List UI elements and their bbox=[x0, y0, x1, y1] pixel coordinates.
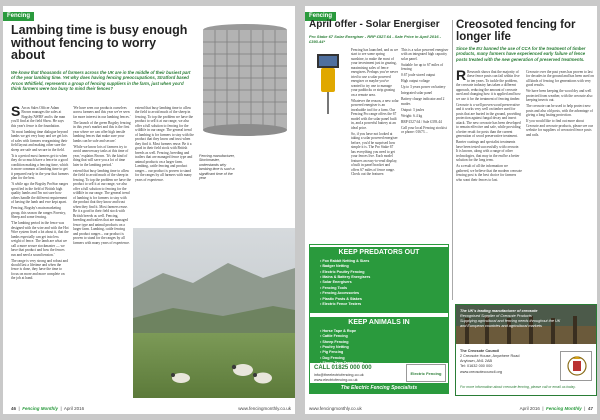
feature-item: RRP £527.64 / Sale £393.44 bbox=[401, 119, 442, 124]
magazine-name: Fencing Monthly bbox=[546, 406, 582, 411]
offer-subtitle: Pro Stake 67 Solar Energiser - RRP £527.64 - Sale Price in April 2016 - £393.44* bbox=[309, 34, 441, 44]
magazine-name: Fencing Monthly bbox=[22, 406, 58, 411]
ad-keep-predators-band bbox=[310, 247, 448, 313]
feature-item: Suitable for up to 67 miles of fencing bbox=[401, 62, 444, 72]
left-page bbox=[3, 6, 295, 414]
ad-list-item: • Sheep Tape Tensioners bbox=[320, 361, 363, 366]
creosote-council-advert[interactable] bbox=[455, 304, 597, 396]
electric-fencing-advert[interactable] bbox=[309, 244, 449, 394]
creosote-banner-text bbox=[460, 309, 594, 329]
creosote-banner-line: and European countries and agricultural markets bbox=[460, 323, 542, 328]
standfirst: We know that thousands of farmers across the UK are in the middle of their busiest part of the year lambing time. Yet why does having fencing preoccupations, Stratford based Arcos Whitfield, represents a group of fencing suppliers in the farm, just when you'd think farmers were too busy to mind their fences? bbox=[11, 70, 191, 92]
ad-list-item: • Poultry Netting bbox=[320, 345, 363, 350]
paragraph: Call your local Fencing stockist or phone: 01673 ... bbox=[401, 125, 447, 135]
paragraph: We have been keeping the wood dry and well protected from weather, with the creosote also keeping insects out. bbox=[526, 89, 593, 103]
drop-cap: R bbox=[456, 70, 467, 83]
body-column-1 bbox=[11, 106, 69, 396]
fence-roll-image bbox=[197, 20, 293, 140]
paragraph: Creosote is a well proven wood preservative and it works very well on timber used for posts that are buried in the ground, providing protection against fungal decay and insect attack. The new creosote has been developed to remain effective and safe, while providing a better result for posts than the current generation of wood preservative treatment. bbox=[456, 102, 521, 139]
paragraph: So, if you have not looked at taking a solar powered energiser before, you'd be surprised how simple it is. The Pro Stake 67 has everything you need to get your fences live. Each model features an easy-to-read display, a built in panel bracket and offers 67 miles of fence range. Check out the features: bbox=[351, 131, 398, 177]
ad-list-item: • Fencing Accessories bbox=[320, 291, 370, 296]
ad-list bbox=[320, 259, 370, 307]
ad-website[interactable]: www.electricfencing.co.uk bbox=[314, 378, 358, 382]
paragraph: If you would like to find out more about Creosote and creosote products, please see our website for suppliers of creosoted fence posts and rails. bbox=[526, 119, 593, 137]
energiser-illustration bbox=[309, 48, 349, 118]
creosote-banner-line: The UK's leading manufacturer of creosote bbox=[460, 309, 538, 313]
creosote-contact bbox=[460, 349, 550, 375]
paragraph: Barrier coatings and specialist treatments have been tested successfully with creosote. It is known, along with a range of other technologies, that may in the end be a better solution for the long term. bbox=[456, 140, 520, 163]
paragraph: 'A while ago the Bogsby ProStar ranges specified in the field of British high quality lambs and I'm not sure how others handle the different requirement of having the lamb and ewe kept apart. bbox=[11, 182, 69, 205]
ad-list-item: • Horse Tape & Rope bbox=[320, 329, 363, 334]
creosote-banner-line: Recognised Supplier of Creosote Products bbox=[460, 313, 532, 318]
paragraph: 'The lambing period in the fence was designed with the wire and with the Hot Wire system fixed a lot about it, that the lambs especially can get into less weight of fence. The lamb are what we call a more secure stockmaster — we have that product and how the fences run and need a sound tension.' bbox=[11, 221, 69, 257]
page-footer: 46 | Fencing Monthly | April 2016 www.fencingmonthly.co.uk bbox=[11, 406, 291, 411]
issue-date: April 2016 bbox=[63, 406, 85, 411]
page-number: 47 bbox=[587, 406, 593, 411]
ad-heading: KEEP ANIMALS IN bbox=[348, 319, 410, 326]
paragraph: extend that busy lambing time to allow the field to avoid much of the sheep in fencing. To top the problem we have the product to sell it at our range, we also offer a full solution to fencing for the wildlife in our range. The general trend of lambing is for farmers to stay with the product that they know and trust when they find it. Most farmers reuse. Be it a good in their field stock with British breeds as well. Fencing, breeding and trailers that are managed fence type and animal products on a larger farm. Lambing, cattle fencing and product ranges – our product is proven to stand for the ranges by all farmers with many years of experience. bbox=[73, 168, 131, 245]
ad-list bbox=[320, 329, 363, 367]
article-title: Lambing time is busy enough without fencing to worry about bbox=[11, 23, 188, 62]
ad-logo-text: Electric Fencing bbox=[410, 371, 442, 376]
section-tab: Fencing bbox=[3, 12, 34, 21]
ad-list-item: • Mains & Battery Energisers bbox=[320, 275, 370, 280]
section-tab: Fencing bbox=[305, 12, 336, 21]
offer-features-column bbox=[401, 48, 449, 238]
creosote-title: Creosoted fencing for longer life bbox=[456, 19, 576, 43]
ad-list-item: • Electric Fence Testers bbox=[320, 302, 370, 307]
feature-item: Integrated solar panel bbox=[401, 91, 433, 96]
ad-list-item: • Electric Poultry Fencing bbox=[320, 270, 370, 275]
footer-url[interactable]: www.fencingmonthly.co.uk bbox=[238, 406, 291, 411]
paragraph: 'At most lambing time dialogue beyond lambs we get very busy and we get lots of sales with farmers reorganising their field layout and making other sure the sheep are safe and secure in the field. bbox=[11, 129, 68, 152]
feature-item: Up to 3 years power on battery bbox=[401, 85, 446, 90]
creosote-banner-line: Supplying agricultural and fencing needs throughout the UK bbox=[460, 318, 561, 323]
contact-line[interactable]: www.creosotecouncil.org bbox=[460, 369, 502, 374]
issue-date: April 2016 bbox=[519, 406, 540, 411]
footer-url[interactable]: www.fencingmonthly.co.uk bbox=[309, 406, 362, 411]
ad-logo bbox=[406, 364, 446, 382]
paragraph: Arcos Sales Officer Adam Brown manages the sales at Bogsby/AWRF and is the man you'll find at the field Show. He says this year's fence is the foundation. bbox=[11, 106, 66, 128]
feature-item: Output: 3 joules bbox=[401, 107, 425, 112]
feature-item: Weight: 6.4 kg bbox=[401, 113, 423, 118]
ad-phone[interactable]: CALL 01825 000 000 bbox=[314, 365, 372, 371]
paragraph: Fencing, Bogsby's main marketing group, this season the ranges Forestry, Sheep and some fencing. bbox=[11, 206, 66, 220]
page-number: 46 bbox=[11, 406, 17, 411]
ad-list-item: • Sheep Fencing bbox=[320, 340, 363, 345]
sheep-field-illustration bbox=[133, 228, 295, 398]
royal-crest-logo bbox=[560, 351, 592, 381]
fence-roll-illustration bbox=[197, 20, 293, 140]
body-column-3 bbox=[135, 106, 195, 226]
page-footer: www.fencingmonthly.co.uk April 2016 | Fencing Monthly | 47 bbox=[309, 406, 593, 411]
solar-energiser-image bbox=[309, 48, 349, 118]
ad-heading: KEEP PREDATORS OUT bbox=[338, 249, 420, 256]
paragraph: extend that busy lambing time to allow the field to avoid much of the sheep in fencing. To top the problem we have the product to sell it at our range, we also offer a full solution to fencing for the wildlife in our range. The general trend of lambing is for farmers to stay with the product that they know and trust when they find it. Most farmers reuse. Be it a good in their field stock with British breeds as well. Fencing, breeding and trailers that are managed fence type and animal products on a larger farm. Lambing, cattle fencing and product ranges – our product is proven to stand for the ranges by all farmers with many years of experience. bbox=[135, 106, 194, 182]
contact-line: 2 Creosote House, Anywhere Road bbox=[460, 354, 520, 359]
paragraph: Research shows that the majority of these fence posts can fail within five to ten years. To tackle the problem, the creosote industry has taken a different approach, reducing the amount of creosote used and changing how it is applied and how we use it for the treatment of fencing timber. bbox=[456, 70, 521, 101]
creosote-column-2 bbox=[526, 70, 594, 302]
feature-item: 0.67 joule stored output bbox=[401, 73, 436, 78]
paragraph: 'We have seen our products ourselves across farmers and this year we've seen far more interest in our lambing fences.' bbox=[73, 106, 131, 119]
ad-list-item: • Badger Netting bbox=[320, 264, 370, 269]
paragraph: Whatever the reason, a new solar powered energiser is an invaluable tool for a farm. Our Fencing Pro range offers the 67 model with the solar panel built in, and a powerful battery at an ideal price. bbox=[351, 98, 399, 130]
ad-email[interactable]: info@theelectricfencing.co.uk bbox=[314, 373, 364, 377]
paragraph: 'While we know lots of farmers try to avoid unnecessary tasks at this time of year,' explains Brown. 'It's the kind of thing that will save you a lot of time later in the lambing period.' bbox=[73, 144, 129, 167]
paragraph: The creosote can be used to help protect new posts and also old posts, with the advantage of giving a long lasting protection. bbox=[526, 104, 593, 118]
paragraph: The range is very strong and robust and should last a lifetime and when the fence is done, they have the time to focus on more and more complete on the job at hand. bbox=[11, 258, 68, 281]
right-page bbox=[305, 6, 597, 414]
ad-list-item: • Cattle Fencing bbox=[320, 334, 363, 339]
offer-title: April offer - Solar Energiser bbox=[309, 19, 440, 30]
ad-list-item: • Fox Rabbit Netting & Sizes bbox=[320, 259, 370, 264]
creosote-tagline: For more information about creosote fencing, please call or email us today. bbox=[460, 385, 576, 389]
feature-item: Battery charge indicator and 2 modes bbox=[401, 97, 445, 106]
paragraph: Creosote over the past years has proven to last for decades in the ground and has been used on all kinds of fencing for generations with very good results. bbox=[526, 70, 594, 88]
contact-line: Anytown, AN1 2AB bbox=[460, 359, 493, 364]
paragraph: 'It is a period most farmers get to when they do so much have a fence in a good condition making a fencing time, which is more common at lambing time to get it prepared early in the year that farmers plan for the best. bbox=[11, 153, 69, 181]
drop-cap: S bbox=[11, 106, 21, 119]
sheep-field-photo bbox=[133, 228, 295, 398]
ad-list-item: • Fencing Tools bbox=[320, 286, 370, 291]
offer-body bbox=[351, 48, 399, 208]
contact-line: The Creosote Council bbox=[460, 349, 500, 353]
ad-tagline: The Electric Fencing Specialists bbox=[310, 383, 448, 393]
creosote-column-1 bbox=[456, 70, 522, 302]
paragraph: Fencing has launched, and as we start to see some spring sunshine, to make the most of your investment just in grazing, maximising sales of fence energisers. Perhaps you've never tried to use a solar powered energiser or maybe you've wanted to try one to manage your paddocks or strip grazing on a remote area. bbox=[351, 48, 399, 97]
ad-list-item: • Plastic Posts & Stakes bbox=[320, 297, 370, 302]
crest-icon bbox=[561, 352, 593, 382]
photo-caption: Fencing manufacturer, Stockmaster, understands why lambing time is such a significant time of the year bbox=[199, 154, 235, 181]
paragraph: This is a solar powered energiser with an integrated high capacity solar panel. bbox=[401, 48, 449, 61]
body-column-2 bbox=[73, 106, 131, 306]
paragraph: The launch of the green Bogsby fencing in this year's market and this is the first year where we can offer high tensile lambing fences that make sure your lambs can be safe and secure.' bbox=[73, 120, 131, 143]
ad-list-item: • Solar Energisers bbox=[320, 280, 370, 285]
column-divider bbox=[452, 20, 453, 300]
ad-list-item: • Pig Fencing bbox=[320, 350, 363, 355]
ad-list-item: • Dog Fencing bbox=[320, 356, 363, 361]
feature-item: High output voltage bbox=[401, 79, 430, 84]
paragraph: As a result of all the information we gathered, we believe that the modern creosote fencing post is the best choice for farmers who want their fences to last. bbox=[456, 164, 522, 182]
ad-keep-animals-band bbox=[310, 317, 448, 366]
contact-line[interactable]: Tel: 01632 000 000 bbox=[460, 364, 493, 369]
creosote-standfirst: Since the EU banned the use of CCA for the treatment of timber products, many farmers have experienced early failure of fence posts treated with the new generation of preserved treatments. bbox=[456, 46, 586, 62]
